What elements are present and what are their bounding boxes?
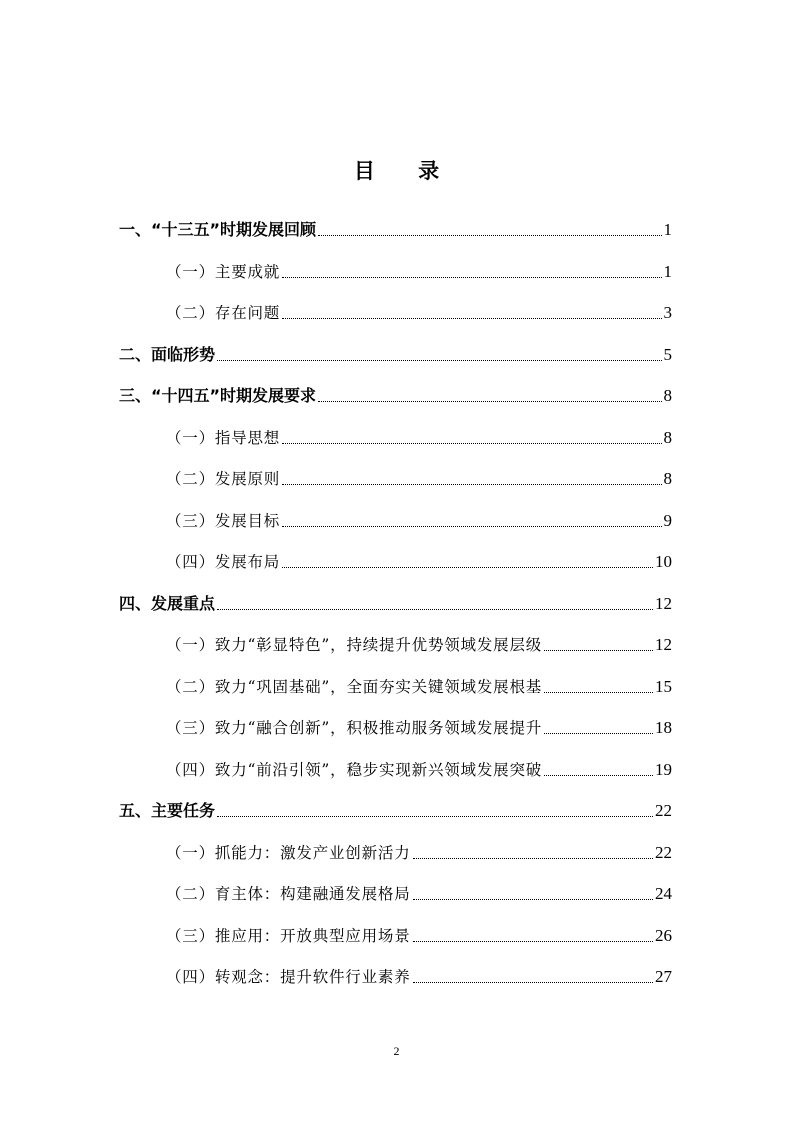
toc-entry-label: （三）致力“融合创新”，积极推动服务领域发展提升 bbox=[166, 719, 543, 737]
toc-entry-3[interactable] bbox=[119, 379, 672, 407]
toc-entry-page: 27 bbox=[655, 967, 672, 986]
toc-entry-page: 10 bbox=[655, 552, 672, 571]
toc-entry-5-3[interactable] bbox=[166, 919, 672, 947]
toc-entry-4-4[interactable] bbox=[166, 753, 672, 781]
toc-entry-label: （四）转观念：提升软件行业素养 bbox=[166, 968, 411, 986]
toc-entry-label: （二）育主体：构建融通发展格局 bbox=[166, 885, 411, 903]
toc-entry-4-1[interactable] bbox=[166, 628, 672, 656]
toc-entry-1[interactable] bbox=[119, 213, 672, 241]
dot-leader bbox=[282, 277, 661, 278]
toc-entry-label: （一）指导思想 bbox=[166, 428, 281, 447]
toc-entry-page: 8 bbox=[663, 386, 672, 405]
toc-entry-label: （二）发展原则 bbox=[166, 470, 281, 488]
toc-entry-page: 1 bbox=[663, 261, 672, 281]
toc-entry-label: 二、面临形势 bbox=[119, 344, 216, 364]
toc-entry-page: 24 bbox=[655, 884, 672, 903]
dot-leader bbox=[413, 899, 653, 900]
toc-entry-label: （二）存在问题 bbox=[166, 304, 281, 322]
toc-entry-label: （二）致力“巩固基础”，全面夯实关键领域发展根基 bbox=[166, 677, 543, 696]
dot-leader bbox=[544, 733, 653, 734]
dot-leader bbox=[282, 567, 653, 568]
toc-entry-4-3[interactable] bbox=[166, 711, 672, 739]
toc-entry-page: 3 bbox=[663, 303, 672, 322]
dot-leader bbox=[217, 816, 653, 817]
toc-entry-page: 9 bbox=[663, 510, 672, 530]
dot-leader bbox=[282, 443, 661, 444]
toc-entry-page: 22 bbox=[655, 801, 672, 820]
toc-entry-3-3[interactable] bbox=[166, 504, 672, 532]
page-title: 目 录 bbox=[353, 159, 458, 183]
dot-leader bbox=[217, 609, 653, 610]
toc-entry-3-2[interactable] bbox=[166, 462, 672, 490]
dot-leader bbox=[282, 484, 661, 485]
dot-leader bbox=[282, 318, 661, 319]
toc-entry-label: （三）发展目标 bbox=[166, 511, 281, 530]
toc-entry-2[interactable] bbox=[119, 338, 672, 366]
toc-entry-label: （三）推应用：开放典型应用场景 bbox=[166, 926, 411, 945]
toc-entry-label: （一）致力“彰显特色”，持续提升优势领域发展层级 bbox=[166, 636, 543, 654]
dot-leader bbox=[318, 235, 661, 236]
dot-leader bbox=[544, 650, 653, 651]
dot-leader bbox=[217, 360, 661, 361]
toc-entry-4-2[interactable] bbox=[166, 670, 672, 698]
dot-leader bbox=[413, 941, 653, 942]
toc-entry-label: （一）抓能力：激发产业创新活力 bbox=[166, 843, 411, 862]
toc-entry-label: （四）致力“前沿引领”，稳步实现新兴领域发展突破 bbox=[166, 760, 543, 779]
toc-entry-4[interactable] bbox=[119, 587, 672, 615]
dot-leader bbox=[413, 982, 653, 983]
dot-leader bbox=[544, 692, 653, 693]
page-number: 2 bbox=[393, 1044, 400, 1058]
toc-entry-3-1[interactable] bbox=[166, 421, 672, 449]
toc-entry-page: 12 bbox=[655, 635, 672, 654]
toc-entry-page: 5 bbox=[663, 344, 672, 364]
toc-entry-page: 18 bbox=[655, 718, 672, 737]
dot-leader bbox=[544, 775, 653, 776]
toc-entry-page: 26 bbox=[655, 925, 672, 945]
toc-entry-label: 三、“十四五”时期发展要求 bbox=[119, 386, 317, 405]
toc-entry-3-4[interactable] bbox=[166, 545, 672, 573]
toc-entry-5[interactable] bbox=[119, 794, 672, 822]
toc-entry-5-2[interactable] bbox=[166, 877, 672, 905]
toc-entry-page: 8 bbox=[663, 469, 672, 488]
toc-entry-page: 22 bbox=[655, 842, 672, 862]
toc-entry-label: 五、主要任务 bbox=[119, 801, 216, 820]
toc-entry-page: 8 bbox=[663, 427, 672, 447]
toc-entry-page: 15 bbox=[655, 676, 672, 696]
dot-leader bbox=[318, 401, 661, 402]
toc-entry-label: （四）发展布局 bbox=[166, 553, 281, 571]
toc-entry-page: 1 bbox=[663, 220, 672, 239]
toc-entry-5-4[interactable] bbox=[166, 960, 672, 988]
toc-entry-label: 一、“十三五”时期发展回顾 bbox=[119, 220, 317, 239]
toc-entry-label: （一）主要成就 bbox=[166, 262, 281, 281]
toc-entry-1-1[interactable] bbox=[166, 255, 672, 283]
toc-entry-1-2[interactable] bbox=[166, 296, 672, 324]
toc-entry-5-1[interactable] bbox=[166, 836, 672, 864]
toc-entry-page: 19 bbox=[655, 759, 672, 779]
dot-leader bbox=[282, 526, 661, 527]
dot-leader bbox=[413, 858, 653, 859]
toc-entry-label: 四、发展重点 bbox=[119, 593, 216, 613]
toc-entry-page: 12 bbox=[655, 593, 672, 613]
